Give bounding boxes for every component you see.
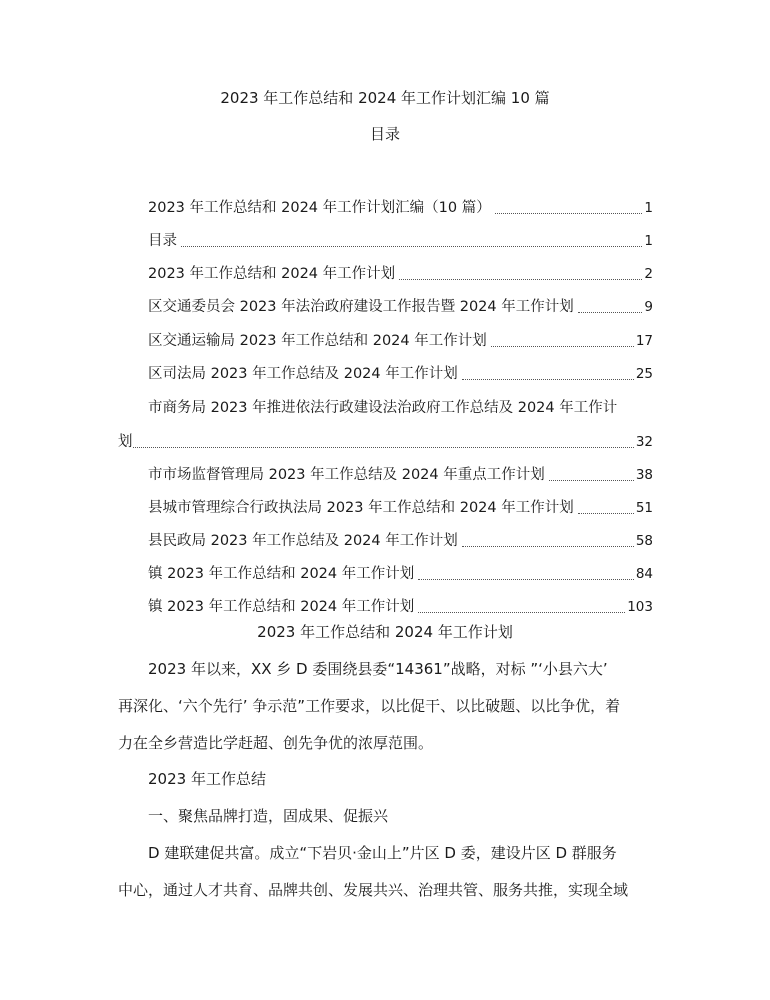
toc-entry-page: 17 xyxy=(635,333,653,349)
toc-entry[interactable] xyxy=(148,264,653,284)
toc-entry-title: 镇 2023 年工作总结和 2024 年工作计划 xyxy=(148,566,415,582)
toc-entry[interactable] xyxy=(148,564,653,584)
toc-leader-dots xyxy=(549,479,634,481)
toc-entry-title: 镇 2023 年工作总结和 2024 年工作计划 xyxy=(148,599,415,615)
paragraph-line: D 建联建促共富。成立“下岩贝·金山上”片区 D 委，建设片区 D 群服务 xyxy=(148,844,617,862)
toc-entry-title: 区司法局 2023 年工作总结及 2024 年工作计划 xyxy=(148,366,458,382)
toc-leader-dots xyxy=(462,545,634,547)
toc-entry-title: 县城市管理综合行政执法局 2023 年工作总结和 2024 年工作计划 xyxy=(148,500,574,516)
toc-entry[interactable] xyxy=(148,531,653,551)
toc-leader-dots xyxy=(133,447,634,448)
toc-entry-title: 目录 xyxy=(148,233,177,249)
toc-entry-page: 84 xyxy=(635,566,653,582)
toc-entry-page: 103 xyxy=(627,599,653,615)
toc-leader-dots xyxy=(495,212,643,214)
toc-entry-page: 38 xyxy=(635,467,653,483)
toc-leader-dots xyxy=(418,611,625,613)
toc-entry-title: 市市场监督管理局 2023 年工作总结及 2024 年重点工作计划 xyxy=(148,467,545,483)
toc-entry[interactable] xyxy=(148,465,653,485)
toc-entry-title: 2023 年工作总结和 2024 年工作计划汇编（10 篇） xyxy=(148,200,491,216)
toc-entry-title: 市商务局 2023 年推进依法行政建设法治政府工作总结及 2024 年工作计 xyxy=(148,400,618,416)
toc-entry[interactable] xyxy=(148,331,653,351)
toc-entry-wrapped[interactable] xyxy=(118,398,653,452)
toc-entry-page: 32 xyxy=(635,434,653,450)
toc-entry-page: 1 xyxy=(644,200,653,216)
paragraph-line: 再深化、‘六个先行’ 争示范”工作要求，以比促干、以比破题、以比争优，着 xyxy=(118,697,621,715)
toc-entry-page: 2 xyxy=(644,266,653,282)
toc-entry-title: 2023 年工作总结和 2024 年工作计划 xyxy=(148,266,396,282)
toc-entry-title: 区交通委员会 2023 年法治政府建设工作报告暨 2024 年工作计划 xyxy=(148,299,574,315)
toc-entry-title: 区交通运输局 2023 年工作总结和 2024 年工作计划 xyxy=(148,333,487,349)
toc-entry-page: 51 xyxy=(635,500,653,516)
section-title: 2023 年工作总结和 2024 年工作计划 xyxy=(257,623,513,641)
paragraph-line: 中心，通过人才共育、品牌共创、发展共兴、治理共管、服务共推，实现全域 xyxy=(118,881,629,899)
toc-entry-page: 58 xyxy=(635,533,653,549)
toc-entry[interactable] xyxy=(148,198,653,218)
toc-leader-dots xyxy=(181,245,642,247)
toc-leader-dots xyxy=(399,278,642,280)
toc-leader-dots xyxy=(491,345,634,347)
toc-entry-page: 1 xyxy=(644,233,653,249)
toc-entry[interactable] xyxy=(148,597,653,617)
toc-entry-page: 9 xyxy=(644,299,653,315)
toc-entry-title-continued: 划 xyxy=(118,434,133,450)
toc-leader-dots xyxy=(462,378,634,380)
toc-entry-title: 县民政局 2023 年工作总结及 2024 年工作计划 xyxy=(148,533,458,549)
toc-leader-dots xyxy=(578,512,634,514)
subheading: 一、聚焦品牌打造，固成果、促振兴 xyxy=(148,807,389,825)
toc-entry-page: 25 xyxy=(635,366,653,382)
toc-heading: 目录 xyxy=(369,125,400,143)
toc-leader-dots xyxy=(578,311,643,313)
subheading: 2023 年工作总结 xyxy=(148,770,266,788)
document-title: 2023 年工作总结和 2024 年工作计划汇编 10 篇 xyxy=(220,89,550,107)
toc-entry[interactable] xyxy=(148,297,653,317)
toc-entry[interactable] xyxy=(148,364,653,384)
toc-entry[interactable] xyxy=(148,231,653,251)
paragraph-line: 力在全乡营造比学赶超、创先争优的浓厚范围。 xyxy=(118,734,434,752)
toc-entry[interactable] xyxy=(148,498,653,518)
toc-leader-dots xyxy=(418,578,634,580)
paragraph-line: 2023 年以来，XX 乡 D 委围绕县委“14361”战略，对标 ”‘小县六大’ xyxy=(148,660,608,678)
